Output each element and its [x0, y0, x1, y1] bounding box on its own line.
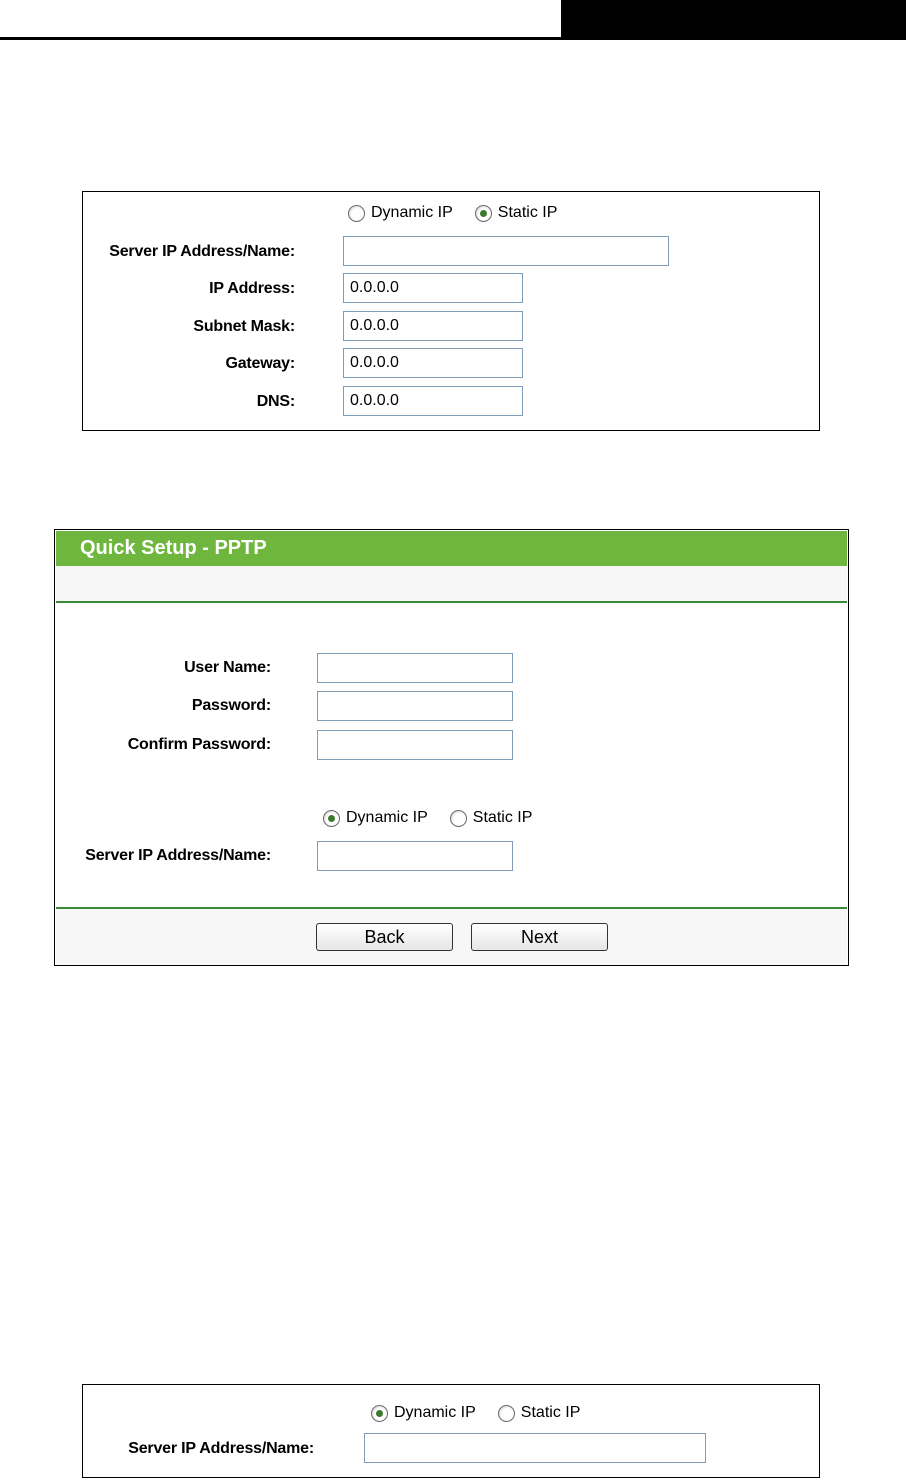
- dynamic-ip-radio[interactable]: [348, 205, 365, 222]
- title-sub-band: [56, 566, 847, 602]
- gateway-input[interactable]: 0.0.0.0: [343, 348, 523, 378]
- static-ip-label: Static IP: [472, 809, 533, 826]
- ip-type-radio-group: [323, 809, 554, 827]
- next-button[interactable]: Next: [471, 923, 608, 951]
- static-ip-radio[interactable]: [498, 1405, 515, 1422]
- server-ip-label: Server IP Address/Name:: [109, 243, 295, 260]
- back-button[interactable]: Back: [316, 923, 453, 951]
- server-ip-input[interactable]: [343, 236, 669, 266]
- server-ip-label: Server IP Address/Name:: [128, 1440, 314, 1457]
- dynamic-ip-radio[interactable]: [371, 1405, 388, 1422]
- dynamic-ip-option[interactable]: [371, 1404, 476, 1422]
- dynamic-ip-option[interactable]: [323, 809, 428, 827]
- dns-label: DNS:: [256, 393, 295, 410]
- ip-type-radio-group: [371, 1404, 602, 1422]
- user-name-input[interactable]: [317, 653, 513, 683]
- confirm-password-label: Confirm Password:: [127, 736, 271, 753]
- quick-setup-title: Quick Setup - PPTP: [56, 531, 847, 566]
- dynamic-ip-panel: [82, 1384, 820, 1478]
- dynamic-ip-label: Dynamic IP: [346, 809, 428, 826]
- dynamic-ip-label: Dynamic IP: [394, 1404, 476, 1421]
- ip-address-input[interactable]: 0.0.0.0: [343, 273, 523, 303]
- quick-setup-pptp-panel: [54, 529, 849, 966]
- server-ip-input[interactable]: [317, 841, 513, 871]
- static-ip-option[interactable]: [475, 204, 558, 222]
- header-rule: [0, 37, 906, 40]
- dynamic-ip-option[interactable]: [348, 204, 453, 222]
- header-tab: [561, 0, 906, 37]
- top-divider: [56, 601, 847, 603]
- gateway-label: Gateway:: [225, 355, 295, 372]
- subnet-mask-input[interactable]: 0.0.0.0: [343, 311, 523, 341]
- user-name-label: User Name:: [184, 659, 271, 676]
- ip-address-label: IP Address:: [209, 280, 295, 297]
- static-ip-label: Static IP: [497, 204, 558, 221]
- subnet-mask-label: Subnet Mask:: [193, 318, 295, 335]
- server-ip-label: Server IP Address/Name:: [85, 847, 271, 864]
- ip-type-radio-group: [348, 204, 579, 222]
- server-ip-input[interactable]: [364, 1433, 706, 1463]
- password-label: Password:: [191, 697, 271, 714]
- static-ip-panel: [82, 191, 820, 431]
- dynamic-ip-radio[interactable]: [323, 810, 340, 827]
- dynamic-ip-label: Dynamic IP: [371, 204, 453, 221]
- static-ip-radio[interactable]: [475, 205, 492, 222]
- static-ip-option[interactable]: [450, 809, 533, 827]
- confirm-password-input[interactable]: [317, 730, 513, 760]
- static-ip-label: Static IP: [520, 1404, 581, 1421]
- static-ip-radio[interactable]: [450, 810, 467, 827]
- password-input[interactable]: [317, 691, 513, 721]
- dns-input[interactable]: 0.0.0.0: [343, 386, 523, 416]
- static-ip-option[interactable]: [498, 1404, 581, 1422]
